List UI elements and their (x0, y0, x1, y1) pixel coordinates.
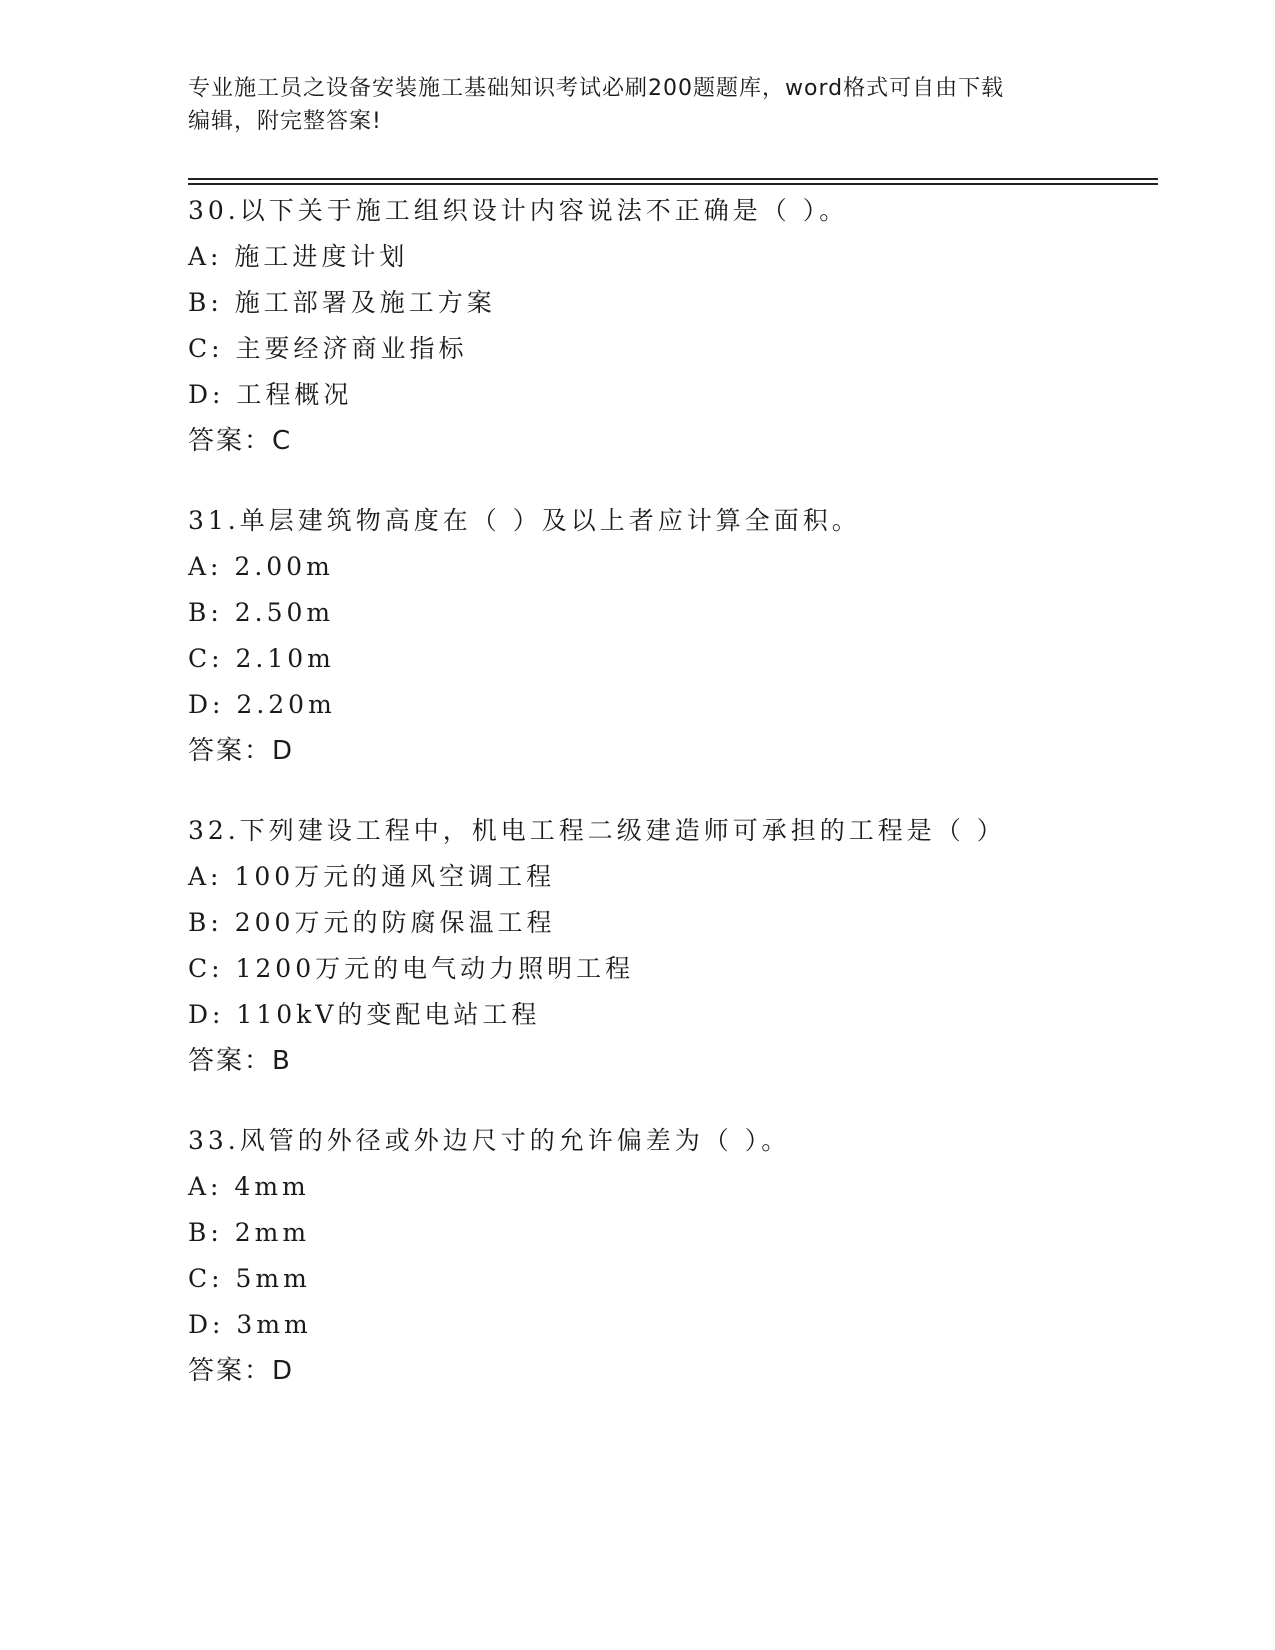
question-31 (188, 498, 1148, 774)
option-d: D: 110kV的变配电站工程 (188, 1000, 541, 1029)
question-stem: 33.风管的外径或外边尺寸的允许偏差为（ ）。 (188, 1126, 791, 1155)
option-b: B: 施工部署及施工方案 (188, 288, 496, 317)
answer-line: 答案：D (188, 1356, 295, 1386)
question-list (188, 188, 1148, 1428)
question-33 (188, 1118, 1148, 1394)
header-line-1: 专业施工员之设备安装施工基础知识考试必刷200题题库，word格式可自由下载 (188, 76, 1005, 101)
option-d: D: 工程概况 (188, 380, 353, 409)
option-b: B: 2mm (188, 1218, 311, 1247)
answer-line: 答案：B (188, 1046, 292, 1076)
option-c: C: 主要经济商业指标 (188, 334, 468, 363)
option-a: A: 4mm (188, 1172, 310, 1201)
answer-line: 答案：D (188, 736, 295, 766)
option-a: A: 2.00m (188, 552, 334, 581)
question-stem: 32.下列建设工程中，机电工程二级建造师可承担的工程是（ ） (188, 816, 1006, 845)
option-c: C: 5mm (188, 1264, 311, 1293)
question-stem: 30.以下关于施工组织设计内容说法不正确是（ ）。 (188, 196, 849, 225)
header-rule-bottom (188, 183, 1158, 185)
option-a: A: 施工进度计划 (188, 242, 409, 271)
option-b: B: 2.50m (188, 598, 335, 627)
option-d: D: 3mm (188, 1310, 312, 1339)
question-stem: 31.单层建筑物高度在（ ）及以上者应计算全面积。 (188, 506, 861, 535)
option-b: B: 200万元的防腐保温工程 (188, 908, 556, 937)
header-line-2: 编辑，附完整答案! (188, 109, 382, 134)
option-a: A: 100万元的通风空调工程 (188, 862, 556, 891)
document-header (188, 72, 1068, 138)
option-d: D: 2.20m (188, 690, 336, 719)
header-rule-top (188, 178, 1158, 180)
option-c: C: 1200万元的电气动力照明工程 (188, 954, 635, 983)
answer-line: 答案：C (188, 426, 293, 456)
option-c: C: 2.10m (188, 644, 335, 673)
question-32 (188, 808, 1148, 1084)
question-30 (188, 188, 1148, 464)
